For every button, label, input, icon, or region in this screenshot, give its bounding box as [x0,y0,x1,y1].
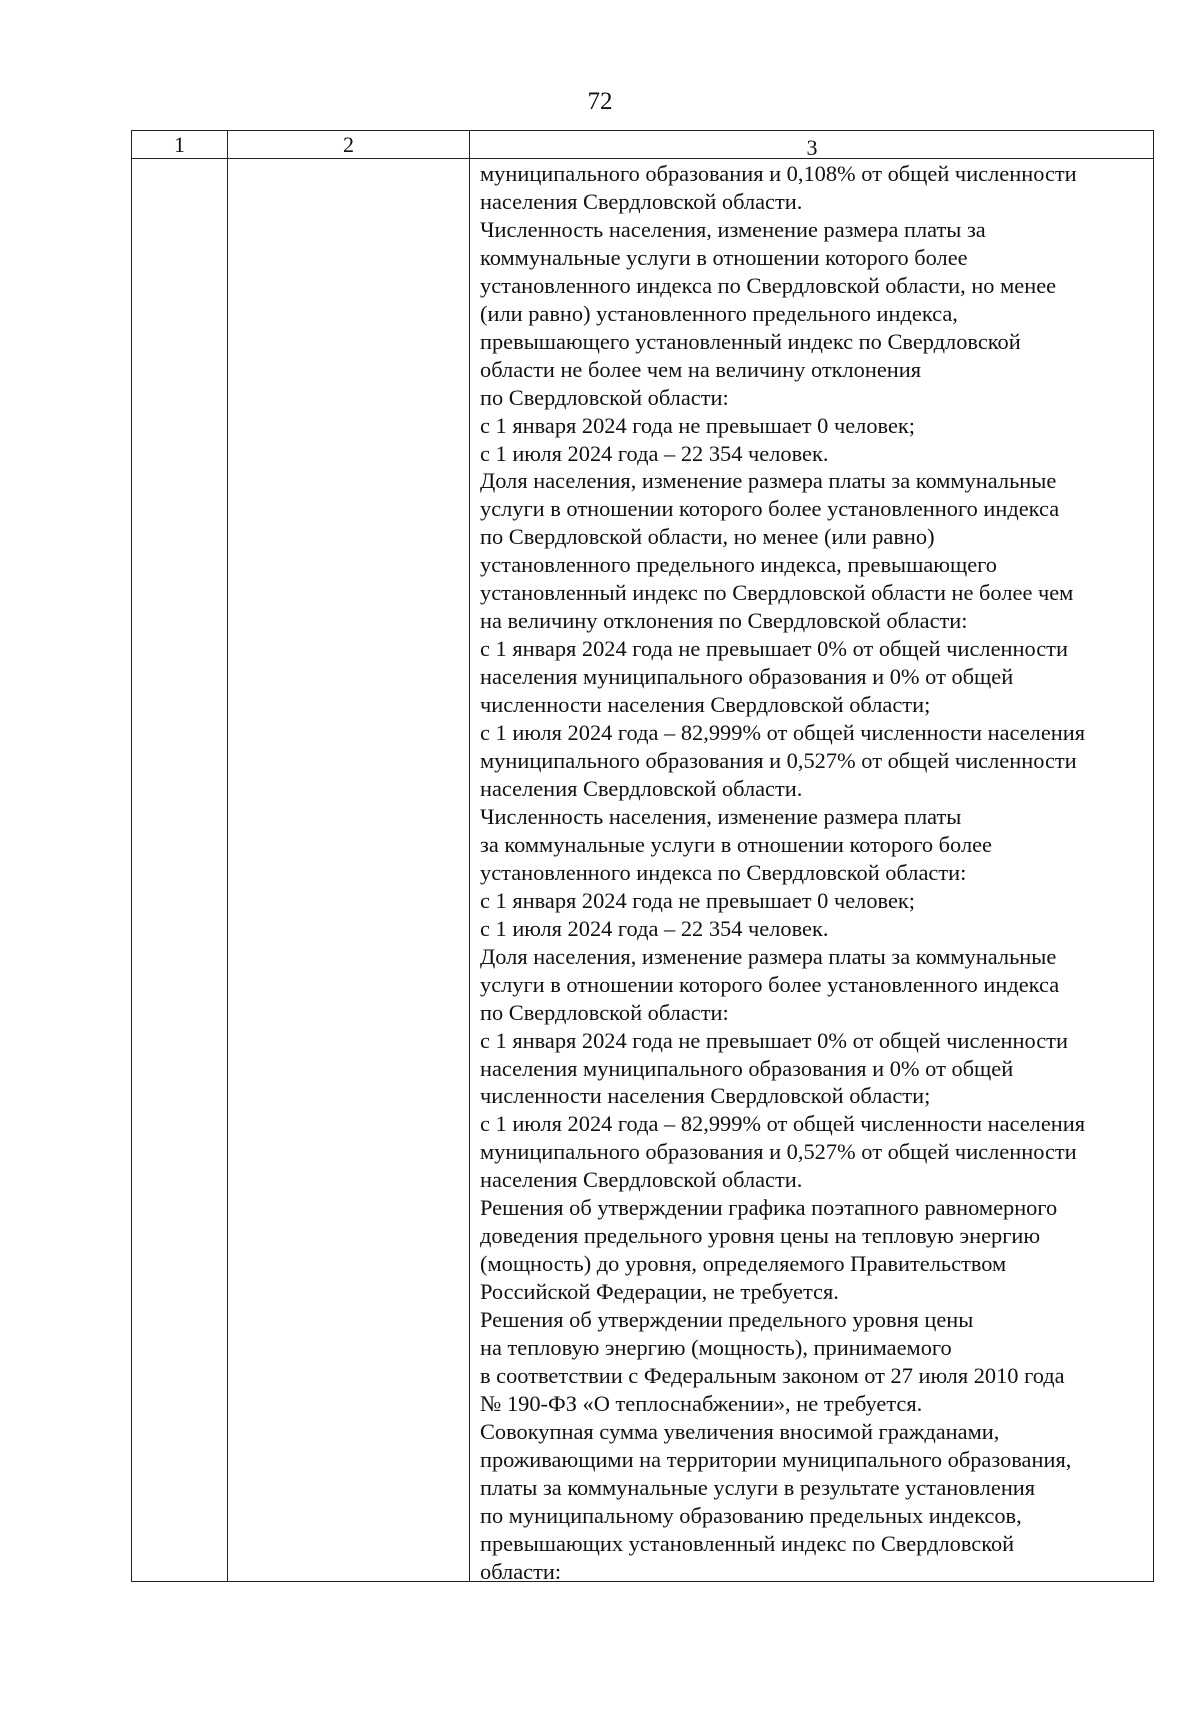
text-line: с 1 июля 2024 года – 22 354 человек. [480,915,829,941]
text-line: численности населения Свердловской области; [480,692,931,718]
text-line: установленного индекса по Свердловской области: [480,859,967,885]
text-line: Доля населения, изменение размера платы за коммунальные [480,468,1057,494]
text-line: по Свердловской области: [480,999,729,1025]
text-line: установленного предельного индекса, превышающего [480,552,998,578]
text-line: Российской Федерации, не требуется. [480,1279,839,1305]
text-line: по Свердловской области: [480,384,729,410]
text-line: населения муниципального образования и 0% от общей [480,664,1014,690]
text-line: установленного индекса по Свердловской области, но менее [480,272,1057,298]
text-line: с 1 января 2024 года не превышает 0% от общей численности [480,1027,1068,1053]
text-line: Численность населения, изменение размера платы за [480,216,986,242]
text-line: муниципального образования и 0,108% от общей численности [480,161,1077,186]
text-line: с 1 января 2024 года не превышает 0 человек; [480,412,915,438]
column-header-2: 2 [343,132,354,157]
text-line: проживающими на территории муниципального образования, [480,1446,1072,1472]
text-line: услуги в отношении которого более установленного индекса [480,496,1060,522]
column-divider [227,131,228,1581]
text-line: установленный индекс по Свердловской области не более чем [480,580,1074,606]
text-line: Совокупная сумма увеличения вносимой гражданами, [480,1418,1000,1444]
text-line: превышающих установленный индекс по Свердловской [480,1530,1015,1556]
column-divider [469,131,470,1581]
text-line: населения Свердловской области. [480,1167,803,1193]
text-line: с 1 января 2024 года не превышает 0% от общей численности [480,636,1068,662]
text-line: с 1 января 2024 года не превышает 0 человек; [480,887,915,913]
column-header-3: 3 [806,135,818,160]
text-line: с 1 июля 2024 года – 22 354 человек. [480,440,829,466]
text-line: по муниципальному образованию предельных индексов, [480,1502,1022,1528]
text-line: за коммунальные услуги в отношении которого более [480,831,992,857]
text-line: услуги в отношении которого более установленного индекса [480,971,1060,997]
text-line: Решения об утверждении предельного уровня цены [480,1307,974,1333]
text-line: Доля населения, изменение размера платы за коммунальные [480,943,1057,969]
text-line: с 1 июля 2024 года – 82,999% от общей численности населения [480,1111,1086,1137]
text-line: доведения предельного уровня цены на тепловую энергию [480,1223,1041,1249]
column-header-1: 1 [174,132,185,157]
text-line: по Свердловской области, но менее (или равно) [480,524,935,550]
text-line: (мощность) до уровня, определяемого Правительством [480,1251,1007,1277]
text-line: № 190-ФЗ «О теплоснабжении», не требуется. [480,1390,923,1416]
text-line: населения Свердловской области. [480,775,803,801]
document-table [131,130,1154,1582]
text-line: на тепловую энергию (мощность), принимаемого [480,1335,952,1361]
text-line: населения Свердловской области. [480,188,803,214]
text-line: области: [480,1558,562,1584]
text-line: платы за коммунальные услуги в результате установления [480,1474,1036,1500]
text-line: с 1 июля 2024 года – 82,999% от общей численности населения [480,720,1086,746]
text-line: коммунальные услуги в отношении которого более [480,244,968,270]
text-line: в соответствии с Федеральным законом от 27 июля 2010 года [480,1362,1065,1388]
text-line: муниципального образования и 0,527% от общей численности [480,748,1077,774]
text-line: численности населения Свердловской области; [480,1083,931,1109]
text-line: области не более чем на величину отклонения [480,356,922,382]
text-line: населения муниципального образования и 0% от общей [480,1055,1014,1081]
text-line: муниципального образования и 0,527% от общей численности [480,1139,1077,1165]
text-line: (или равно) установленного предельного индекса, [480,300,958,326]
column-3-content [480,160,1150,1586]
text-line: Решения об утверждении графика поэтапного равномерного [480,1195,1058,1221]
text-line: на величину отклонения по Свердловской области: [480,608,968,634]
page-number: 72 [587,88,613,115]
text-line: Численность населения, изменение размера платы [480,803,962,829]
text-line: превышающего установленный индекс по Свердловской [480,328,1021,354]
